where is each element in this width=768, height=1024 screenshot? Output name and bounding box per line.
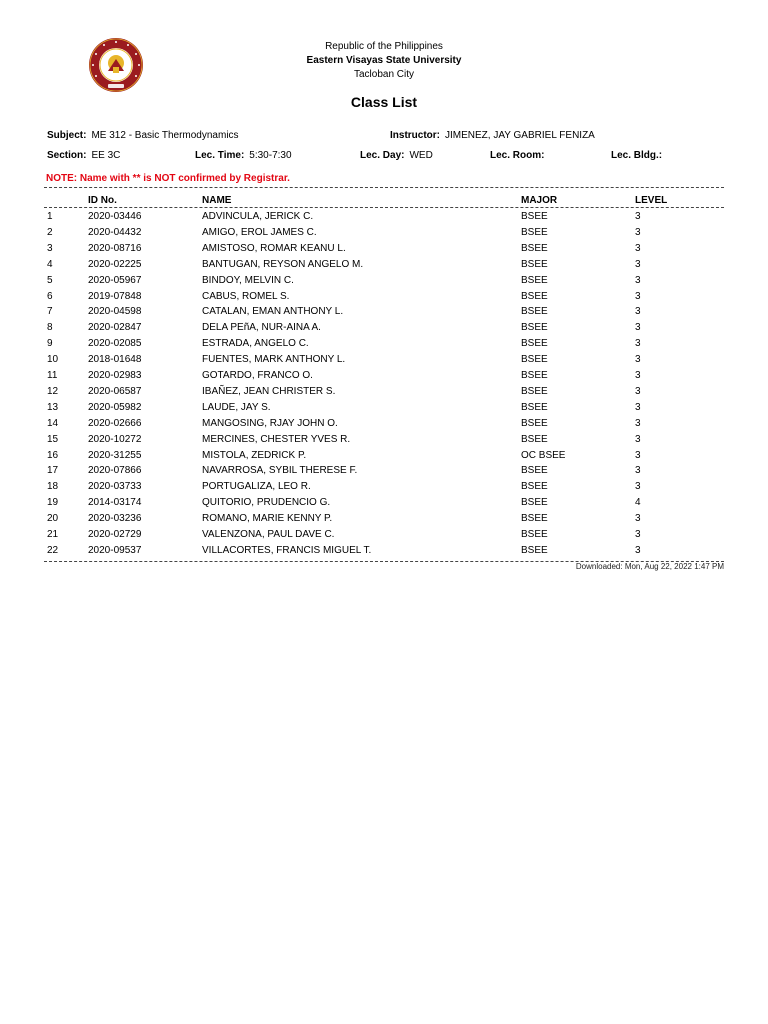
row-number: 16 xyxy=(47,449,59,461)
table-row xyxy=(0,322,768,338)
student-major: BSEE xyxy=(521,544,548,556)
row-number: 11 xyxy=(47,370,58,381)
student-level: 3 xyxy=(635,354,641,366)
student-level: 3 xyxy=(635,481,641,493)
instructor-field xyxy=(390,130,595,141)
student-major: BSEE xyxy=(521,433,548,445)
lec-bldg-label: Lec. Bldg.: xyxy=(611,150,663,161)
student-name: VILLACORTES, FRANCIS MIGUEL T. xyxy=(202,544,372,556)
row-number: 10 xyxy=(47,354,59,366)
student-level: 3 xyxy=(635,242,641,254)
student-id: 2018-01648 xyxy=(88,354,142,366)
student-id: 2014-03174 xyxy=(88,497,142,509)
row-number: 20 xyxy=(47,513,59,525)
row-number: 9 xyxy=(47,338,53,350)
table-row xyxy=(0,243,768,259)
student-id: 2020-02983 xyxy=(88,370,142,381)
student-major: BSEE xyxy=(521,385,548,397)
table-row xyxy=(0,497,768,513)
table-row xyxy=(0,529,768,545)
section-value: EE 3C xyxy=(91,150,121,161)
table-row xyxy=(0,227,768,243)
student-name: FUENTES, MARK ANTHONY L. xyxy=(202,354,346,366)
lec-day-value: WED xyxy=(409,150,433,161)
row-number: 1 xyxy=(47,211,53,222)
row-number: 3 xyxy=(47,242,53,254)
table-row xyxy=(0,545,768,561)
student-name: MANGOSING, RJAY JOHN O. xyxy=(202,417,338,429)
student-major: BSEE xyxy=(521,242,548,254)
table-row xyxy=(0,418,768,434)
student-level: 3 xyxy=(635,274,641,286)
student-major: BSEE xyxy=(521,529,548,540)
student-name: DELA PEñA, NUR-AINA A. xyxy=(202,322,321,334)
student-level: 3 xyxy=(635,417,641,429)
student-level: 3 xyxy=(635,258,641,270)
student-level: 3 xyxy=(635,433,641,445)
instructor-label: Instructor: xyxy=(390,130,440,141)
student-level: 3 xyxy=(635,385,641,397)
student-name: MERCINES, CHESTER YVES R. xyxy=(202,433,351,445)
table-row xyxy=(0,275,768,291)
table-row xyxy=(0,465,768,481)
student-id: 2020-03236 xyxy=(88,513,142,525)
lec-day-field xyxy=(360,150,433,161)
student-name: NAVARROSA, SYBIL THERESE F. xyxy=(202,465,358,477)
col-header-id: ID No. xyxy=(88,195,117,206)
table-row xyxy=(0,259,768,275)
lec-room-field xyxy=(490,150,549,161)
table-header-rule xyxy=(44,207,724,208)
student-id: 2020-02847 xyxy=(88,322,142,334)
student-level: 3 xyxy=(635,513,641,525)
header-city: Tacloban City xyxy=(353,69,415,80)
download-timestamp: Downloaded: Mon, Aug 22, 2022 1:47 PM xyxy=(575,562,724,571)
subject-label: Subject: xyxy=(47,130,87,141)
student-major: BSEE xyxy=(521,401,548,413)
instructor-value: JIMENEZ, JAY GABRIEL FENIZA xyxy=(445,130,595,141)
table-row xyxy=(0,306,768,322)
student-id: 2020-04598 xyxy=(88,306,142,318)
page-title: Class List xyxy=(350,94,418,110)
subject-field xyxy=(47,130,239,141)
student-name: ROMANO, MARIE KENNY P. xyxy=(202,513,333,525)
student-level: 3 xyxy=(635,322,641,334)
student-level: 3 xyxy=(635,338,641,350)
lec-bldg-field xyxy=(611,150,667,161)
table-row xyxy=(0,450,768,466)
row-number: 5 xyxy=(47,274,53,286)
student-id: 2020-03733 xyxy=(88,481,142,493)
table-row xyxy=(0,386,768,402)
student-id: 2020-10272 xyxy=(88,433,142,445)
row-number: 18 xyxy=(47,481,59,493)
student-name: MISTOLA, ZEDRICK P. xyxy=(202,449,307,461)
student-name: VALENZONA, PAUL DAVE C. xyxy=(202,529,335,540)
row-number: 12 xyxy=(47,385,59,397)
student-level: 3 xyxy=(635,449,641,461)
row-number: 7 xyxy=(47,306,53,318)
lec-time-value: 5:30-7:30 xyxy=(249,150,292,161)
student-name: BINDOY, MELVIN C. xyxy=(202,274,294,286)
lec-room-label: Lec. Room: xyxy=(490,150,545,161)
student-id: 2020-07866 xyxy=(88,465,142,477)
student-level: 3 xyxy=(635,401,641,413)
col-header-name: NAME xyxy=(202,195,232,206)
student-level: 3 xyxy=(635,290,641,302)
row-number: 2 xyxy=(47,226,53,238)
student-major: BSEE xyxy=(521,274,548,286)
table-row xyxy=(0,338,768,354)
table-row xyxy=(0,291,768,307)
student-name: BANTUGAN, REYSON ANGELO M. xyxy=(202,258,364,270)
student-id: 2020-02729 xyxy=(88,529,142,540)
row-number: 22 xyxy=(47,544,59,556)
student-id: 2020-06587 xyxy=(88,385,142,397)
student-level: 3 xyxy=(635,306,641,318)
student-major: BSEE xyxy=(521,497,548,509)
section-field xyxy=(47,150,120,161)
student-name: CATALAN, EMAN ANTHONY L. xyxy=(202,306,344,318)
header-university: Eastern Visayas State University xyxy=(306,55,462,66)
lec-time-label: Lec. Time: xyxy=(195,150,245,161)
student-id: 2020-31255 xyxy=(88,449,142,461)
student-major: BSEE xyxy=(521,226,548,238)
student-major: BSEE xyxy=(521,258,548,270)
student-name: QUITORIO, PRUDENCIO G. xyxy=(202,497,331,509)
student-name: CABUS, ROMEL S. xyxy=(202,290,290,302)
lec-time-field xyxy=(195,150,292,161)
col-header-level: LEVEL xyxy=(635,195,668,206)
section-label: Section: xyxy=(47,150,87,161)
row-number: 6 xyxy=(47,290,53,302)
lec-day-label: Lec. Day: xyxy=(360,150,405,161)
student-level: 4 xyxy=(635,497,641,509)
student-major: BSEE xyxy=(521,465,548,477)
student-major: BSEE xyxy=(521,290,548,302)
subject-value: ME 312 - Basic Thermodynamics xyxy=(91,130,239,141)
student-major: BSEE xyxy=(521,322,548,334)
header-country: Republic of the Philippines xyxy=(325,41,443,52)
table-top-rule xyxy=(44,187,724,188)
row-number: 19 xyxy=(47,497,59,509)
student-name: ADVINCULA, JERICK C. xyxy=(202,211,314,222)
student-name: PORTUGALIZA, LEO R. xyxy=(202,481,311,493)
student-id: 2020-08716 xyxy=(88,242,142,254)
row-number: 4 xyxy=(47,258,53,270)
student-id: 2020-03446 xyxy=(88,211,142,222)
student-major: BSEE xyxy=(521,513,548,525)
row-number: 14 xyxy=(47,417,59,429)
table-row xyxy=(0,354,768,370)
student-major: BSEE xyxy=(521,211,548,222)
row-number: 15 xyxy=(47,433,59,445)
student-id: 2020-05967 xyxy=(88,274,142,286)
student-name: AMIGO, EROL JAMES C. xyxy=(202,226,317,238)
row-number: 17 xyxy=(47,465,59,477)
row-number: 21 xyxy=(47,529,59,540)
table-row xyxy=(0,211,768,227)
table-row xyxy=(0,370,768,386)
student-level: 3 xyxy=(635,465,641,477)
student-level: 3 xyxy=(635,544,641,556)
student-level: 3 xyxy=(635,370,641,381)
student-id: 2019-07848 xyxy=(88,290,142,302)
student-major: BSEE xyxy=(521,370,548,381)
table-row xyxy=(0,434,768,450)
student-level: 3 xyxy=(635,211,641,222)
student-id: 2020-02666 xyxy=(88,417,142,429)
student-major: BSEE xyxy=(521,354,548,366)
student-id: 2020-05982 xyxy=(88,401,142,413)
table-row xyxy=(0,402,768,418)
student-id: 2020-02085 xyxy=(88,338,142,350)
student-name: AMISTOSO, ROMAR KEANU L. xyxy=(202,242,346,254)
col-header-major: MAJOR xyxy=(521,195,558,206)
student-major: BSEE xyxy=(521,306,548,318)
registrar-note: NOTE: Name with ** is NOT confirmed by Registrar. xyxy=(46,173,290,184)
student-major: BSEE xyxy=(521,481,548,493)
student-id: 2020-04432 xyxy=(88,226,142,238)
student-name: LAUDE, JAY S. xyxy=(202,401,271,413)
table-row xyxy=(0,513,768,529)
student-id: 2020-09537 xyxy=(88,544,142,556)
student-level: 3 xyxy=(635,226,641,238)
student-major: BSEE xyxy=(521,338,548,350)
student-name: GOTARDO, FRANCO O. xyxy=(202,370,313,381)
student-id: 2020-02225 xyxy=(88,258,142,270)
row-number: 13 xyxy=(47,401,59,413)
student-major: BSEE xyxy=(521,417,548,429)
student-level: 3 xyxy=(635,529,641,540)
table-row xyxy=(0,481,768,497)
row-number: 8 xyxy=(47,322,53,334)
student-name: ESTRADA, ANGELO C. xyxy=(202,338,309,350)
student-name: IBAÑEZ, JEAN CHRISTER S. xyxy=(202,385,336,397)
student-major: OC BSEE xyxy=(521,449,566,461)
